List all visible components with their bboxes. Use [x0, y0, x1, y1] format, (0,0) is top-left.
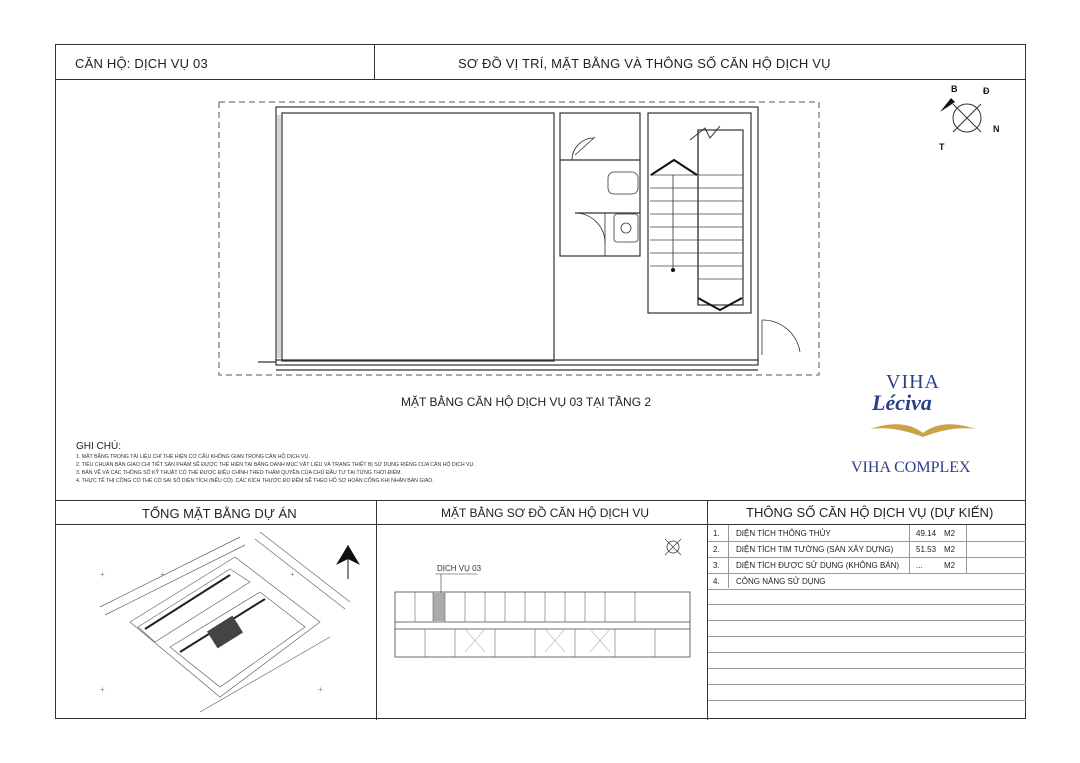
svg-text:+: + [100, 685, 105, 694]
note-item-4: 4. THỰC TẾ THI CÔNG CÓ THỂ CÓ SAI SỐ DIỆN TÍCH (NẾU CÓ). CÁC KÍCH THƯỚC ĐO ĐẾM SẼ THEO HỒ SƠ HOÀN CÔNG KHI NHẬN BÀN GIAO. [76, 478, 434, 484]
specs-title: THÔNG SỐ CĂN HỘ DỊCH VỤ (DỰ KIẾN) [746, 505, 994, 520]
spec-row: 3. DIỆN TÍCH ĐƯỢC SỬ DỤNG (KHÔNG BÁN) ... M2 [708, 557, 1026, 574]
logo-top-text: VIHA [886, 371, 940, 393]
note-item-2: 2. TIÊU CHUẨN BÀN GIAO CHI TIẾT SẢN PHẨM SẼ ĐƯỢC THỂ HIỆN TẠI BẢNG DANH MỤC VẬT LIỆU VÀ TRANG THIẾT BỊ SỬ DỤNG RIÊNG CỦA CĂN HỘ DỊCH VỤ. [76, 462, 475, 468]
notes-title: GHI CHÚ: [76, 441, 121, 452]
company-name: VIHA COMPLEX [851, 459, 971, 476]
svg-text:+: + [160, 570, 165, 579]
note-item-3: 3. BẢN VẼ VÀ CÁC THÔNG SỐ KỸ THUẬT CÓ THỂ ĐƯỢC ĐIỀU CHỈNH THEO THẨM QUYỀN CỦA CHỦ ĐẦU TƯ TẠI TỪNG THỜI ĐIỂM. [76, 470, 402, 476]
logo-wings-icon [868, 419, 978, 439]
unit-label: CĂN HỘ: DỊCH VỤ 03 [75, 56, 208, 71]
header-vertical-divider [374, 45, 375, 79]
floorplan-caption: MẶT BẰNG CĂN HỘ DỊCH VỤ 03 TẠI TẦNG 2 [401, 395, 652, 409]
unit-marker-label: DỊCH VỤ 03 [437, 564, 482, 573]
svg-text:+: + [318, 685, 323, 694]
svg-text:+: + [100, 570, 105, 579]
bottom-section-divider [56, 500, 1025, 501]
header-divider [56, 79, 1025, 80]
compass-icon [925, 82, 1015, 154]
note-item-1: 1. MẶT BẰNG TRONG TÀI LIỆU CHỈ THỂ HIỆN CƠ CẤU KHÔNG GIAN TRONG CĂN HỘ DỊCH VỤ. [76, 454, 310, 460]
spec-row: 1. DIỆN TÍCH THÔNG THỦY 49.14 M2 [708, 525, 1026, 542]
logo-script-text: Léciva [872, 390, 932, 415]
unit-plan-title: MẶT BẰNG SƠ ĐỒ CĂN HỘ DỊCH VỤ [441, 506, 650, 520]
site-plan-title: TỔNG MẶT BẰNG DỰ ÁN [142, 506, 297, 521]
spec-row: 2. DIỆN TÍCH TIM TƯỜNG (SÀN XÂY DỰNG) 51.53 M2 [708, 541, 1026, 558]
compass-label-b: B [951, 84, 958, 94]
spec-row: 4. CÔNG NĂNG SỬ DỤNG [708, 573, 1026, 590]
page-title: SƠ ĐỒ VỊ TRÍ, MẶT BẰNG VÀ THÔNG SỐ CĂN HỘ DỊCH VỤ [458, 56, 831, 71]
bottom-vertical-divider-1 [376, 500, 377, 720]
unit-plan-drawing [385, 527, 695, 717]
site-plan-drawing [60, 527, 370, 717]
compass-label-n: N [993, 124, 1000, 134]
specs-grid [708, 525, 1026, 720]
compass-label-t: T [939, 142, 945, 152]
compass-label-d: Đ [983, 86, 990, 96]
svg-text:+: + [290, 570, 295, 579]
